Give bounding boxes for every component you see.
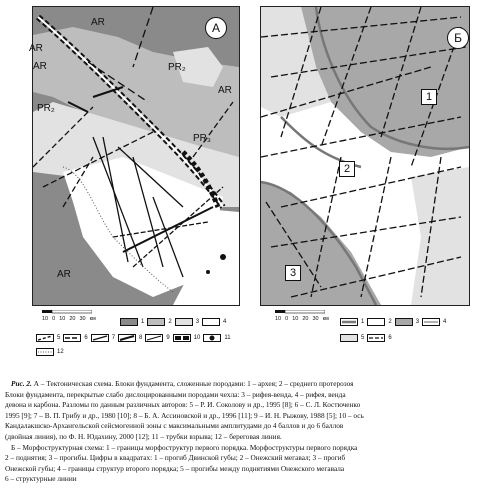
label-ar-1: AR — [91, 17, 105, 28]
label-pr2-2: PR₂ — [37, 103, 55, 114]
scale-a-tick-3: 20 — [69, 316, 76, 322]
scale-bar-b — [275, 310, 329, 322]
caption-line-9: Онежской губы; 4 – границы структур второго порядка; 5 – прогибы между поднятиями Онежского мегавала — [5, 463, 345, 473]
legend-a-num-3: 3 — [195, 319, 200, 325]
legend-a-swatch-10-graphic — [174, 335, 190, 341]
legend-a-swatch-9-graphic — [146, 335, 162, 341]
label-pr2-1: PR₂ — [168, 62, 186, 73]
legend-a-swatch-11 — [203, 334, 221, 342]
label-pr3: PR₃ — [193, 133, 211, 144]
legend-b-swatch-6-graphic — [368, 335, 384, 341]
legend-b-num-6: 6 — [388, 335, 392, 341]
scale-a-tick-2: 10 — [59, 316, 66, 322]
panel-b-letter: Б — [447, 27, 469, 49]
legend-b-swatch-2 — [367, 318, 385, 326]
scale-b-tick-4: 30 — [312, 316, 319, 322]
legend-a-swatch-9 — [145, 334, 163, 342]
legend-a-swatch-4 — [202, 318, 220, 326]
legend-a-swatch-7 — [91, 334, 109, 342]
legend-a-swatch-2 — [147, 318, 165, 326]
legend-b-row-2 — [340, 334, 392, 342]
legend-a-num-2: 2 — [168, 319, 172, 325]
legend-a-swatch-6-graphic — [64, 335, 80, 341]
caption-line-8: 2 – поднятия; 3 – прогибы. Цифры в квадратах: 1 – прогиб Двинской губы; 2 – Онежский мегавал; 3 – прогиб — [5, 453, 346, 463]
legend-a-swatch-10 — [173, 334, 191, 342]
legend-a-num-5: 5 — [57, 335, 61, 341]
caption-line-2: Блоки фундамента, перекрытые слабо дислоцированными породами чехла: 3 – рифея-венда, 4 – рифея, венда — [5, 389, 346, 399]
legend-a-num-4: 4 — [223, 319, 227, 325]
caption-line-6: (двойная линия), по Ф. Н. Юдахину, 2000 [12]; 11 – трубки взрыва; 12 – береговая линия. — [5, 431, 282, 441]
legend-b-swatch-6 — [367, 334, 385, 342]
legend-a-row-1 — [120, 318, 226, 326]
legend-b-num-3: 3 — [415, 319, 420, 325]
scale-a-tick-1: 0 — [52, 316, 56, 322]
legend-b-swatch-4-graphic — [423, 319, 439, 325]
legend-a-swatch-5-graphic — [37, 335, 53, 341]
square-label-2: 2 — [339, 161, 355, 177]
scale-a-unit: км — [89, 316, 96, 322]
legend-b-swatch-1-graphic — [341, 319, 357, 325]
caption-line-1: А – Тектоническая схема. Блоки фундамента, сложенные породами: 1 – архея; 2 – среднего протерозоя — [31, 379, 354, 388]
scale-b-tick-2: 10 — [292, 316, 299, 322]
scale-bar-a-graphic — [42, 310, 92, 314]
legend-a-num-10: 10 — [193, 335, 201, 341]
scale-b-tick-0: 10 — [275, 316, 282, 322]
legend-a-swatch-12 — [36, 348, 54, 356]
legend-a-num-1: 1 — [141, 319, 145, 325]
morphostructural-map-b — [260, 6, 470, 306]
legend-b-num-4: 4 — [443, 319, 447, 325]
legend-a-swatch-11-graphic — [204, 335, 220, 341]
tectonic-map-a-drawing — [33, 7, 239, 305]
square-label-1: 1 — [421, 89, 437, 105]
legend-a-num-12: 12 — [57, 349, 64, 355]
legend-a-swatch-6 — [63, 334, 81, 342]
legend-b-num-5: 5 — [361, 335, 365, 341]
legend-a-row-3 — [36, 348, 64, 356]
legend-a-swatch-12-graphic — [37, 349, 53, 355]
label-ar-3: AR — [33, 61, 47, 72]
scale-a-tick-0: 10 — [42, 316, 49, 322]
figure-caption — [5, 379, 485, 485]
legend-b-row-1 — [340, 318, 446, 326]
legend-a-swatch-8 — [118, 334, 136, 342]
legend-b-num-1: 1 — [361, 319, 365, 325]
morphostructural-map-b-drawing — [261, 7, 469, 305]
legend-a-num-7: 7 — [111, 335, 116, 341]
caption-line-3: девона и карбона. Разломы по данным различных авторов: 5 – Р. И. Соколову и др., 1995 [8]; 6 – С. Л. Костюченко — [5, 400, 361, 410]
label-ar-4: AR — [218, 85, 232, 96]
scale-b-tick-3: 20 — [302, 316, 309, 322]
legend-b-swatch-1 — [340, 318, 358, 326]
legend-b-num-2: 2 — [388, 319, 392, 325]
scale-bar-a — [42, 310, 96, 322]
square-label-3: 3 — [285, 265, 301, 281]
caption-line-4: 1995 [9]; 7 – В. П. Грибу и др., 1980 [10]; 8 – Б. А. Ассиновской и др., 1996 [11]; 9 – И. Н. Рыжову, 1988 [5]; 10 – ось — [5, 410, 364, 420]
label-ar-5: AR — [57, 269, 71, 280]
scale-b-unit: км — [322, 316, 329, 322]
legend-a-num-8: 8 — [139, 335, 143, 341]
legend-a-swatch-5 — [36, 334, 54, 342]
caption-line-10: 6 – структурные линии — [5, 474, 77, 484]
panel-a-letter: А — [205, 17, 227, 39]
legend-a-num-6: 6 — [84, 335, 88, 341]
legend-a-swatch-8-graphic — [119, 335, 135, 341]
caption-title: Рис. 2. — [11, 379, 32, 388]
legend-a-row-2 — [36, 334, 231, 342]
legend-a-num-9: 9 — [166, 335, 170, 341]
caption-line-5: Кандалакшско-Архангельской сейсмогенной зоны с максимальными амплитудами до 4 баллов и до 6 баллов — [5, 421, 344, 431]
label-ar-2: AR — [29, 43, 43, 54]
tectonic-map-a — [29, 6, 240, 306]
legend-a-swatch-1 — [120, 318, 138, 326]
legend-b-swatch-4 — [422, 318, 440, 326]
scale-bar-b-graphic — [275, 310, 325, 314]
legend-a-num-11: 11 — [224, 335, 231, 341]
scale-a-tick-4: 30 — [79, 316, 86, 322]
legend-a-swatch-7-graphic — [92, 335, 108, 341]
legend-a-swatch-3 — [175, 318, 193, 326]
legend-b-swatch-5 — [340, 334, 358, 342]
caption-line-7: Б – Морфоструктурная схема: 1 – границы морфоструктур первого порядка. Морфоструктуры первого порядка — [11, 442, 358, 452]
legend-b-swatch-3 — [395, 318, 413, 326]
scale-b-tick-1: 0 — [285, 316, 289, 322]
